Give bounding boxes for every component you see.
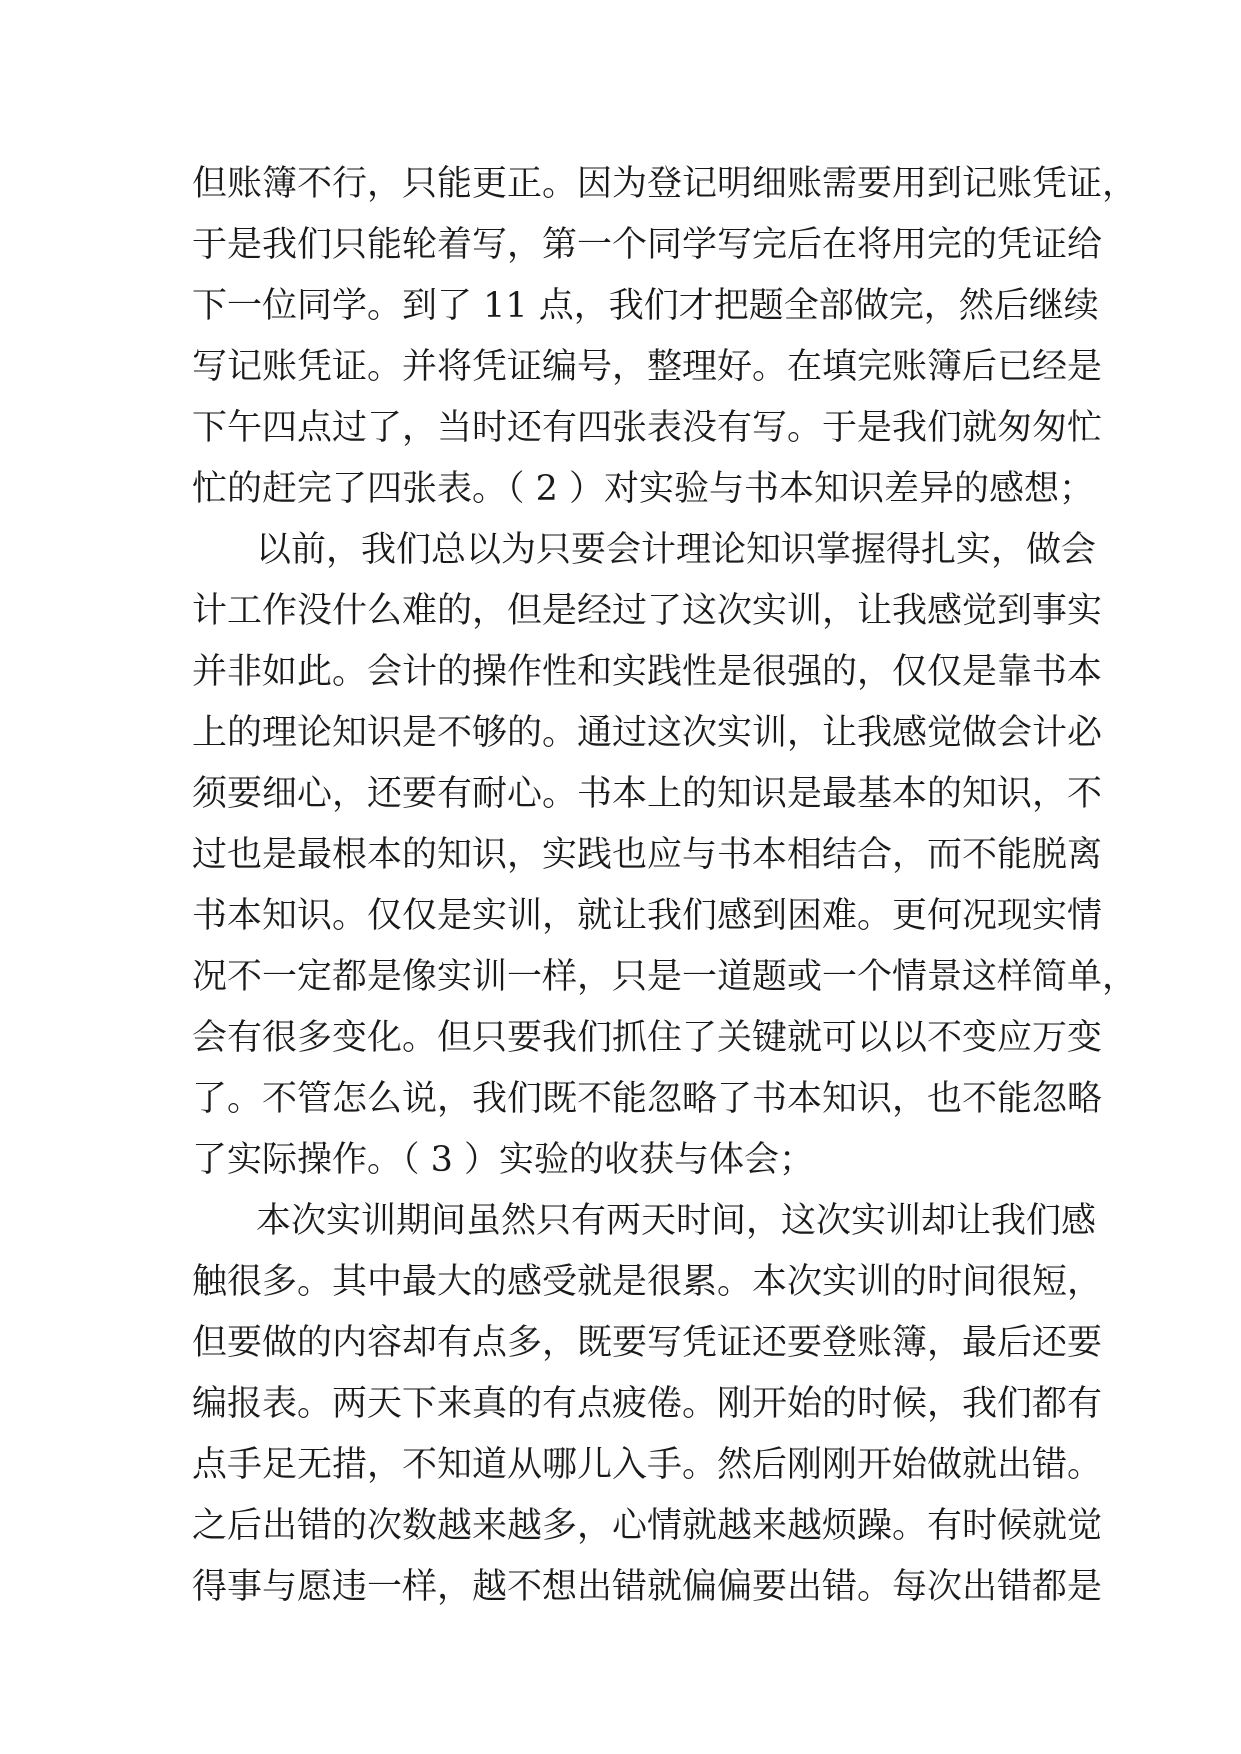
text-line: 忙的赶完了四张表。（ 2 ）对实验与书本知识差异的感想；: [192, 469, 1095, 509]
text-line: 但账簿不行，只能更正。因为登记明细账需要用到记账凭证，: [192, 164, 1138, 204]
text-line: 书本知识。仅仅是实训，就让我们感到困难。更何况现实情: [192, 896, 1103, 936]
text-line: 会有很多变化。但只要我们抓住了关键就可以以不变应万变: [192, 1018, 1103, 1058]
text-line: 得事与愿违一样，越不想出错就偏偏要出错。每次出错都是: [192, 1567, 1103, 1607]
text-line: 下一位同学。到了 11 点，我们才把题全部做完，然后继续: [192, 286, 1099, 326]
paragraph-first-line: 以前，我们总以为只要会计理论知识掌握得扎实，做会: [256, 530, 1097, 570]
text-line: 点手足无措，不知道从哪儿入手。然后刚刚开始做就出错。: [192, 1445, 1103, 1485]
text-line: 并非如此。会计的操作性和实践性是很强的，仅仅是靠书本: [192, 652, 1103, 692]
text-line: 了实际操作。（ 3 ）实验的收获与体会；: [192, 1140, 815, 1180]
text-line: 触很多。其中最大的感受就是很累。本次实训的时间很短，: [192, 1262, 1103, 1302]
text-line: 之后出错的次数越来越多，心情就越来越烦躁。有时候就觉: [192, 1506, 1103, 1546]
text-line: 况不一定都是像实训一样，只是一道题或一个情景这样简单，: [192, 957, 1138, 997]
text-line: 须要细心，还要有耐心。书本上的知识是最基本的知识，不: [192, 774, 1103, 814]
body-text: [192, 154, 1138, 1618]
paragraph-first-line: 本次实训期间虽然只有两天时间，这次实训却让我们感: [256, 1201, 1097, 1241]
text-line: 计工作没什么难的，但是经过了这次实训，让我感觉到事实: [192, 591, 1103, 631]
text-line: 写记账凭证。并将凭证编号，整理好。在填完账簿后已经是: [192, 347, 1103, 387]
text-line: 下午四点过了，当时还有四张表没有写。于是我们就匆匆忙: [192, 408, 1103, 448]
text-line: 但要做的内容却有点多，既要写凭证还要登账簿，最后还要: [192, 1323, 1103, 1363]
text-line: 编报表。两天下来真的有点疲倦。刚开始的时候，我们都有: [192, 1384, 1103, 1424]
text-line: 了。不管怎么说，我们既不能忽略了书本知识，也不能忽略: [192, 1079, 1103, 1119]
text-line: 上的理论知识是不够的。通过这次实训，让我感觉做会计必: [192, 713, 1103, 753]
text-line: 于是我们只能轮着写，第一个同学写完后在将用完的凭证给: [192, 225, 1103, 265]
text-line: 过也是最根本的知识，实践也应与书本相结合，而不能脱离: [192, 835, 1103, 875]
